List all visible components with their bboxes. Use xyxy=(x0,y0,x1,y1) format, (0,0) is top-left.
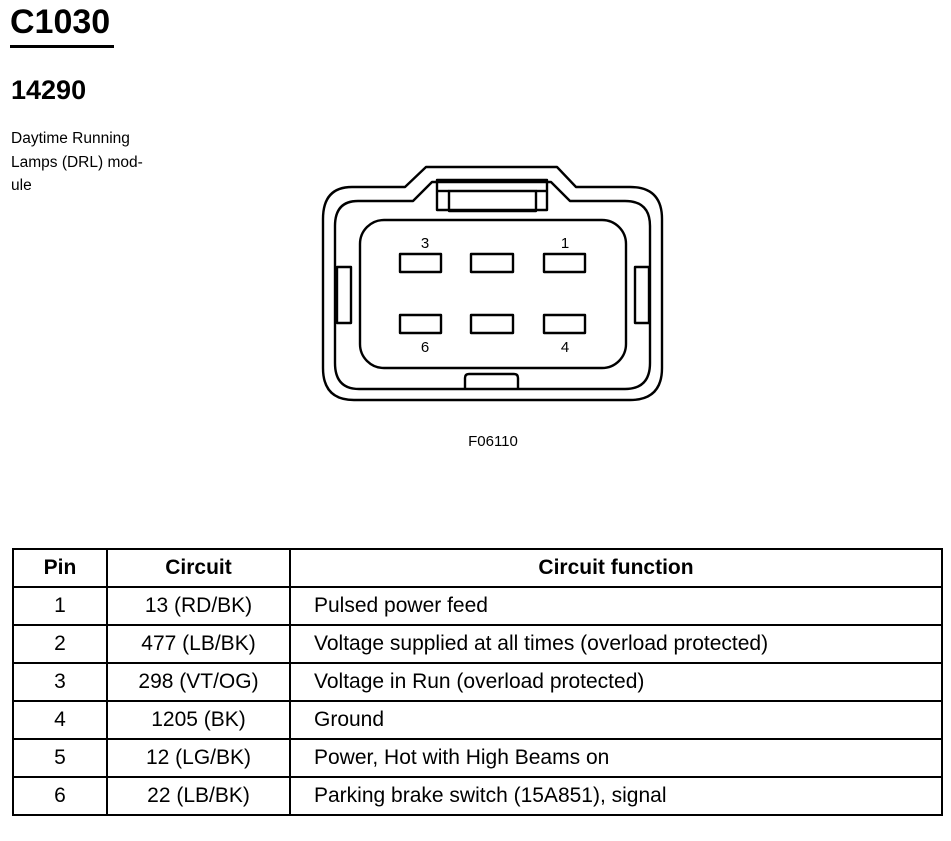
pin-cell: 4 xyxy=(13,701,107,739)
header-circuit-function: Circuit function xyxy=(290,549,942,587)
pin-cell: 1 xyxy=(13,587,107,625)
circuit-cell: 12 (LG/BK) xyxy=(107,739,290,777)
terminal-pin-1 xyxy=(544,254,585,272)
part-number: 14290 xyxy=(11,75,87,105)
side-key-left xyxy=(337,267,351,323)
circuit-cell: 298 (VT/OG) xyxy=(107,663,290,701)
pin-cavity xyxy=(360,220,626,368)
table-row xyxy=(13,739,942,777)
table-row xyxy=(13,777,942,815)
pin-cell: 3 xyxy=(13,663,107,701)
function-cell: Pulsed power feed xyxy=(290,587,942,625)
pin-label-3: 3 xyxy=(420,235,430,252)
module-description-line: Daytime Running xyxy=(11,130,130,147)
connector-inner-housing xyxy=(335,182,650,389)
locking-tab-inner xyxy=(449,191,536,211)
pin-cell: 6 xyxy=(13,777,107,815)
table-row xyxy=(13,701,942,739)
pin-cell: 5 xyxy=(13,739,107,777)
table-row xyxy=(13,587,942,625)
function-cell: Ground xyxy=(290,701,942,739)
terminal-pin-2 xyxy=(471,254,513,272)
table-row xyxy=(13,663,942,701)
table-row xyxy=(13,625,942,663)
header-circuit: Circuit xyxy=(107,549,290,587)
header-pin: Pin xyxy=(13,549,107,587)
pin-label-4: 4 xyxy=(560,339,570,356)
bottom-key xyxy=(465,374,518,389)
terminal-pin-3 xyxy=(400,254,441,272)
pin-label-6: 6 xyxy=(420,339,430,356)
function-cell: Power, Hot with High Beams on xyxy=(290,739,942,777)
connector-id: C1030 xyxy=(10,3,111,41)
function-cell: Parking brake switch (15A851), signal xyxy=(290,777,942,815)
circuit-cell: 22 (LB/BK) xyxy=(107,777,290,815)
function-cell: Voltage supplied at all times (overload protected) xyxy=(290,625,942,663)
pin-label-1: 1 xyxy=(560,235,570,252)
circuit-cell: 477 (LB/BK) xyxy=(107,625,290,663)
table-header-row xyxy=(13,549,942,587)
terminal-pin-6 xyxy=(400,315,441,333)
terminal-pin-5 xyxy=(471,315,513,333)
locking-tab xyxy=(437,180,547,210)
pinout-table xyxy=(12,548,943,816)
function-cell: Voltage in Run (overload protected) xyxy=(290,663,942,701)
pin-cell: 2 xyxy=(13,625,107,663)
module-description-line: ule xyxy=(11,177,32,194)
figure-code: F06110 xyxy=(468,433,518,450)
side-key-right xyxy=(635,267,649,323)
module-description-line: Lamps (DRL) mod- xyxy=(11,153,143,171)
terminal-pin-4 xyxy=(544,315,585,333)
circuit-cell: 13 (RD/BK) xyxy=(107,587,290,625)
circuit-cell: 1205 (BK) xyxy=(107,701,290,739)
